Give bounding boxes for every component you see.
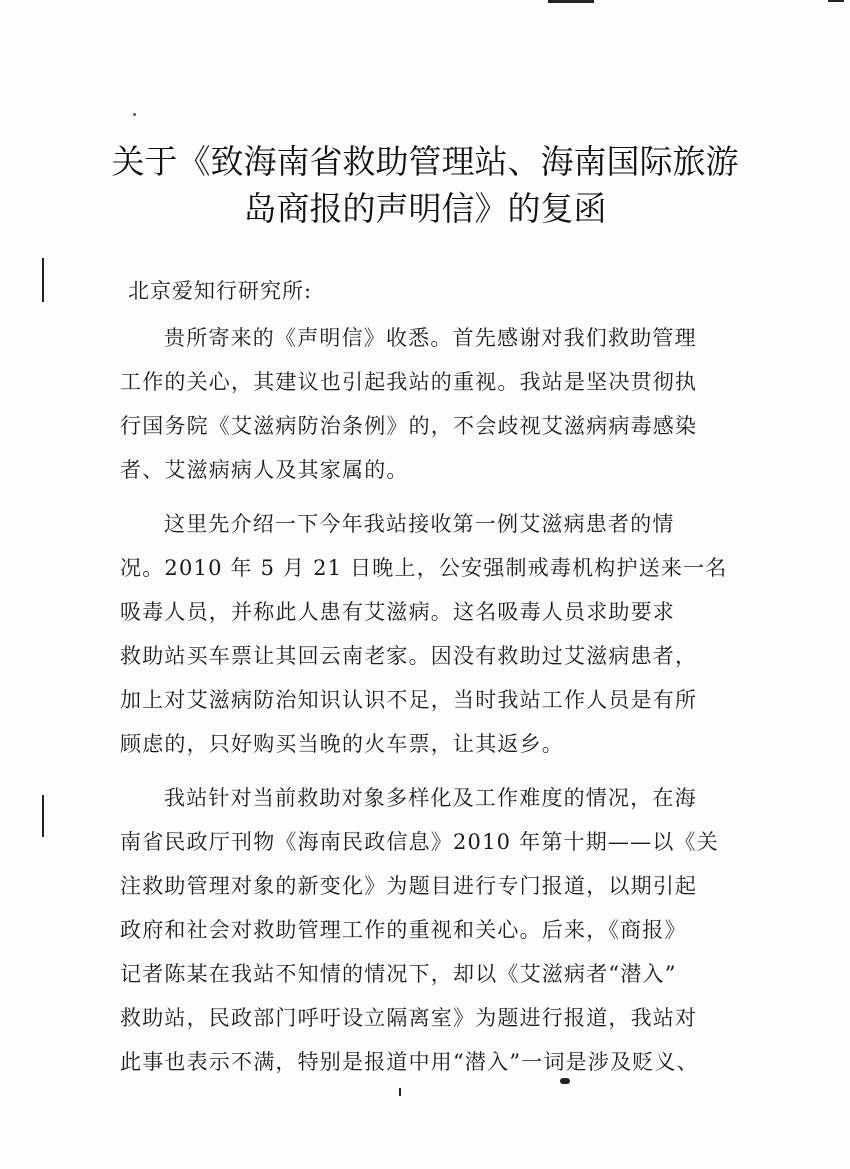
text-line: 这里先介绍一下今年我站接收第一例艾滋病患者的情: [164, 512, 675, 536]
document-title: [110, 138, 740, 232]
text-line: 南省民政厅刊物《海南民政信息》2010 年第十期——以《关: [120, 830, 719, 854]
text-line: 我站针对当前救助对象多样化及工作难度的情况，在海: [164, 786, 697, 810]
text-line: 行国务院《艾滋病防治条例》的，不会歧视艾滋病病毒感染: [120, 414, 698, 438]
letter-body: [120, 316, 728, 1084]
scan-mark: [399, 1088, 401, 1096]
text-line: 救助站买车票让其回云南老家。因没有救助过艾滋病患者，: [120, 644, 698, 668]
text-line: 况。2010 年 5 月 21 日晚上，公安强制戒毒机构护送来一名: [120, 556, 728, 580]
text-line: 顾虑的，只好购买当晚的火车票，让其返乡。: [120, 732, 564, 756]
scan-mark: [133, 113, 136, 116]
scan-mark: [42, 258, 44, 302]
text-line: 者、艾滋病病人及其家属的。: [120, 458, 409, 482]
scan-mark: [828, 0, 844, 2]
scan-mark: [42, 795, 44, 837]
salutation: 北京爱知行研究所:: [128, 279, 313, 303]
text-line: 注救助管理对象的新变化》为题目进行专门报道，以期引起: [120, 874, 698, 898]
text-line: 救助站，民政部门呼吁设立隔离室》为题进行报道，我站对: [120, 1006, 698, 1030]
text-line: 贵所寄来的《声明信》收悉。首先感谢对我们救助管理: [164, 326, 697, 350]
text-line: 工作的关心，其建议也引起我站的重视。我站是坚决贯彻执: [120, 370, 698, 394]
text-line: 记者陈某在我站不知情的情况下，却以《艾滋病者“潜入”: [120, 962, 677, 986]
text-line: 政府和社会对救助管理工作的重视和关心。后来，《商报》: [120, 918, 687, 942]
scan-mark: [548, 0, 594, 3]
text-line: 加上对艾滋病防治知识认识不足，当时我站工作人员是有所: [120, 688, 698, 712]
text-line: 吸毒人员，并称此人患有艾滋病。这名吸毒人员求助要求: [120, 600, 675, 624]
title-line: 关于《致海南省救助管理站、海南国际旅游: [111, 142, 739, 181]
title-line: 岛商报的声明信》的复函: [243, 189, 607, 228]
text-line: 此事也表示不满，特别是报道中用“潜入”一词是涉及贬义、: [120, 1050, 699, 1074]
